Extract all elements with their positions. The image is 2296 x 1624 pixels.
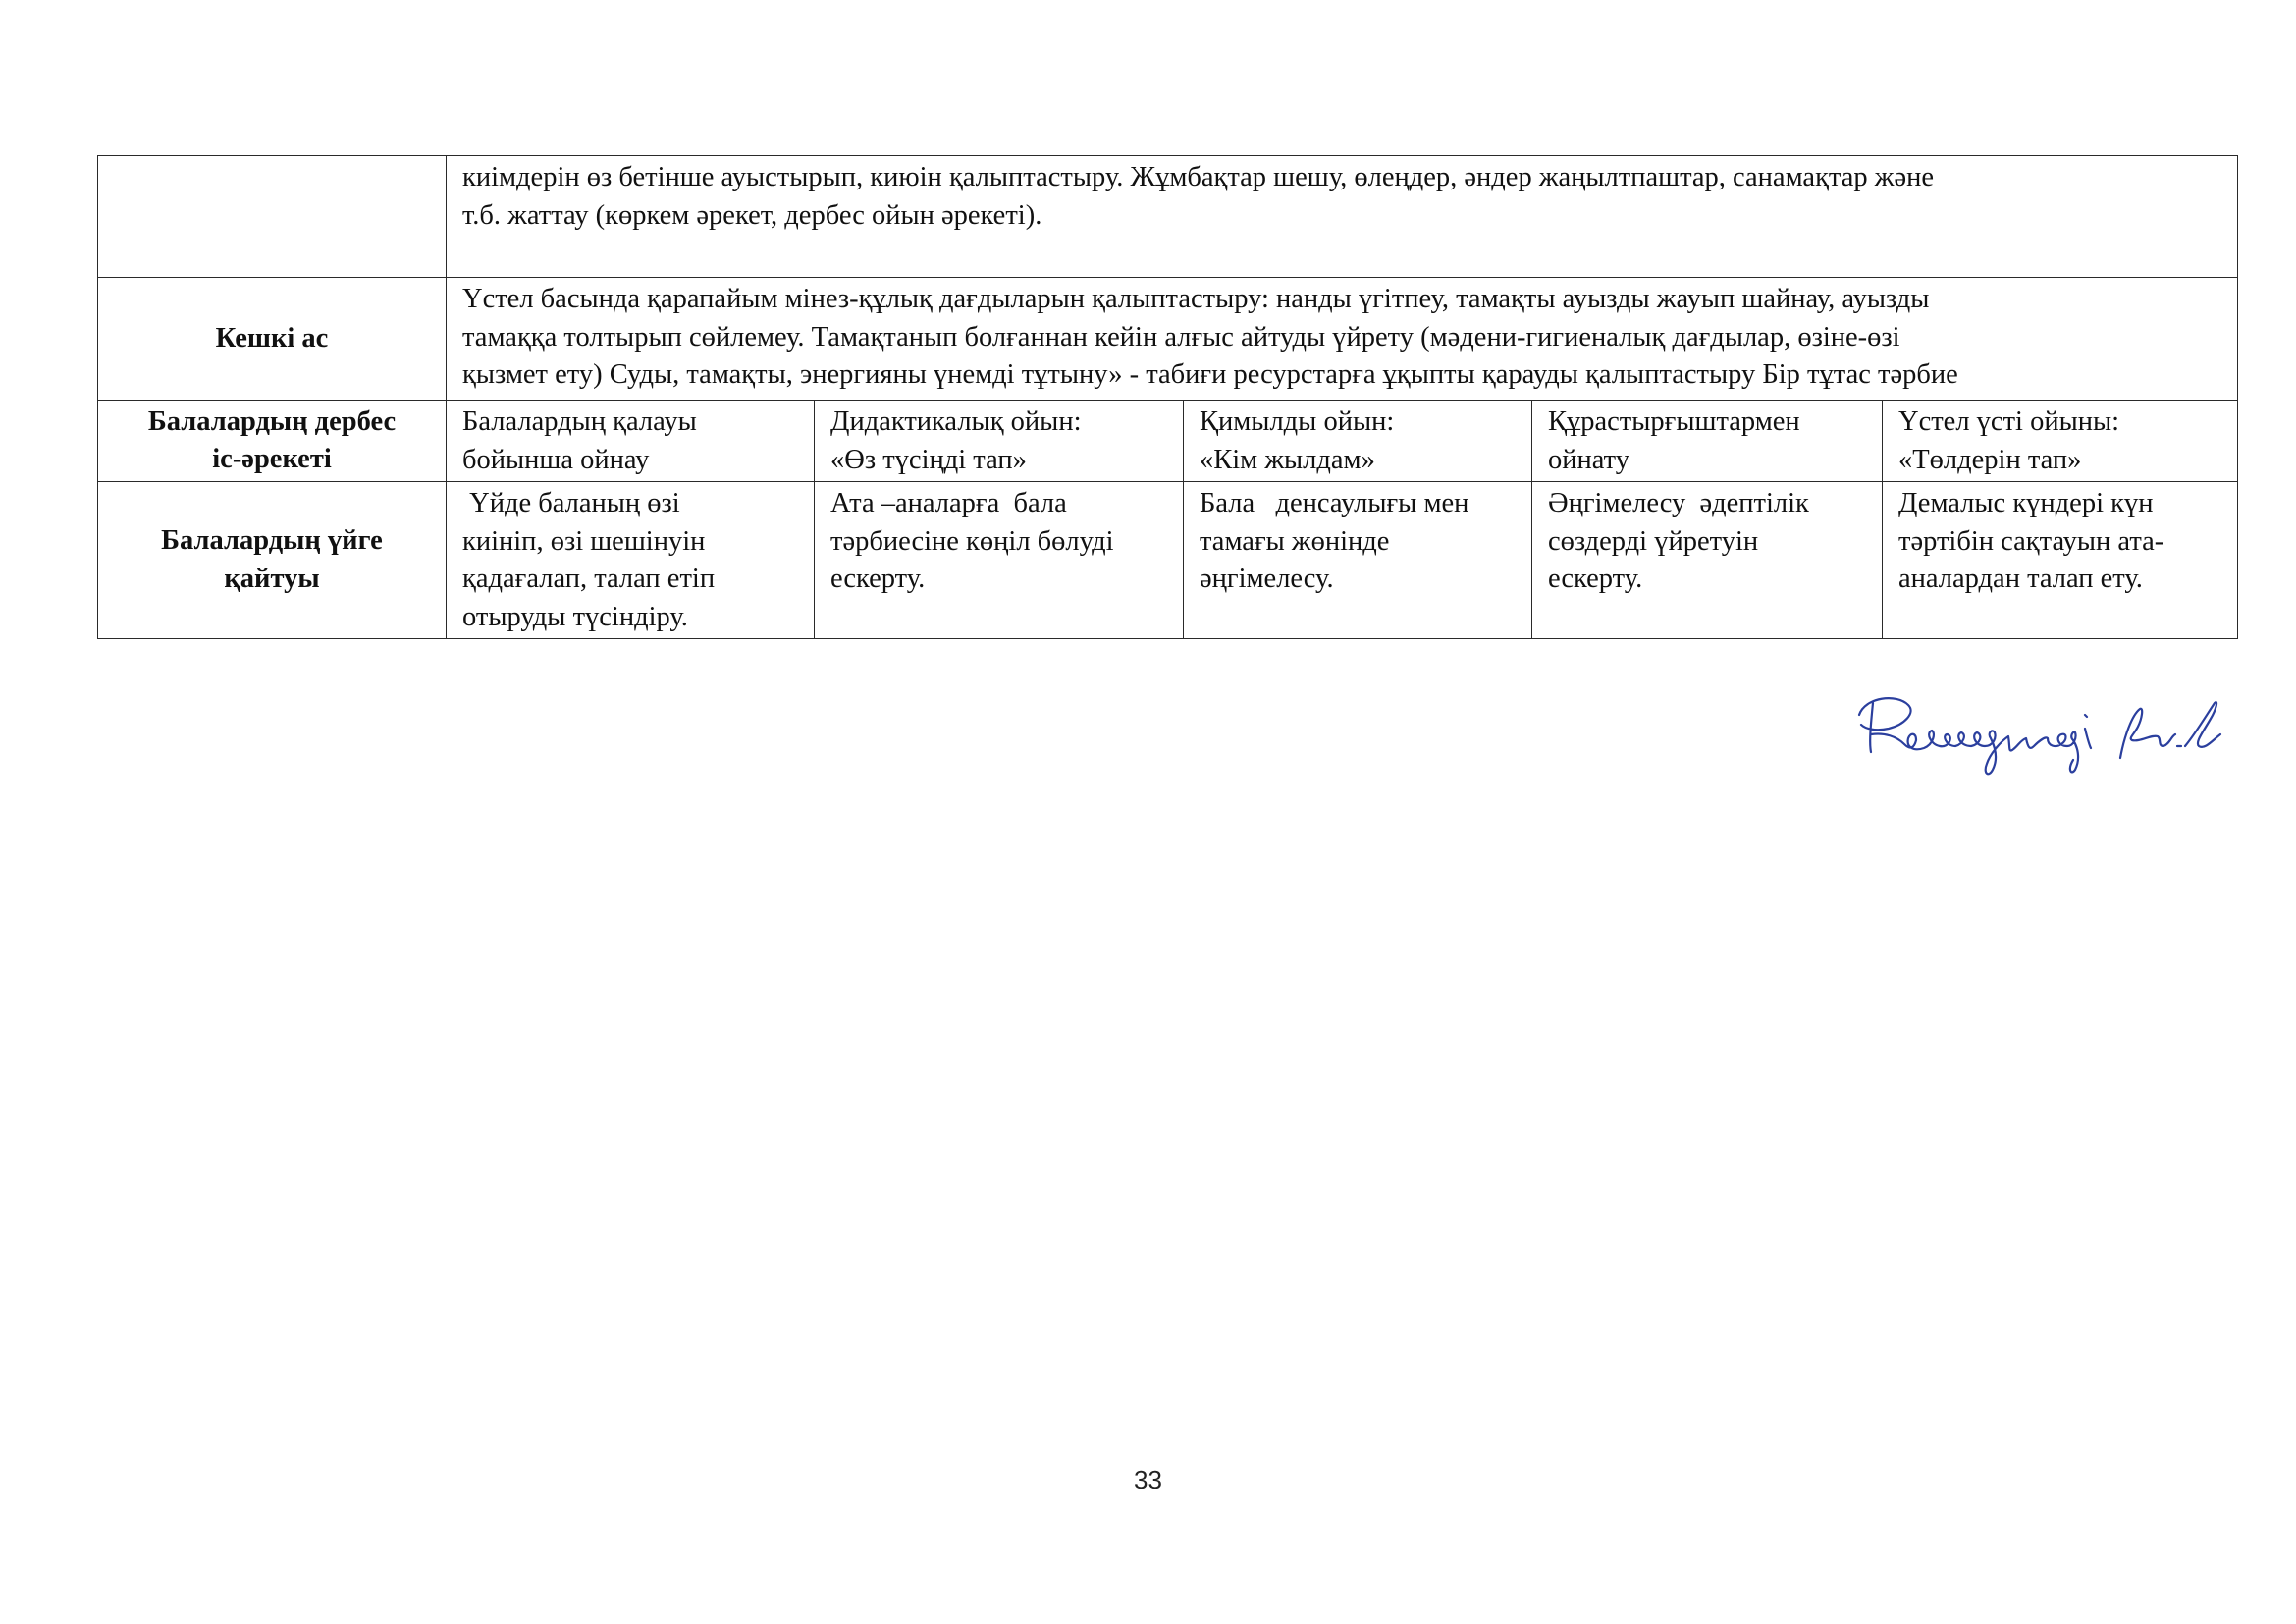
table-row-clothing	[98, 156, 2238, 278]
cell-polite-words-talk: Әңгімелесу әдептілік сөздерді үйретуін ескерту.	[1532, 482, 1883, 639]
cell-parents-reminder: Ата –аналарға бала тәрбиесіне көңіл бөлуді ескерту.	[815, 482, 1184, 639]
cell-didactic-game: Дидактикалық ойын: «Өз түсіңді тап»	[815, 401, 1184, 482]
cell-board-game: Үстел үсті ойыны: «Төлдерін тап»	[1883, 401, 2238, 482]
row-label-going-home: Балалардың үйге қайтуы	[98, 482, 447, 639]
row-label-independent-activity: Балалардың дербес іс-әрекеті	[98, 401, 447, 482]
text-line: тамаққа толтырып сөйлемеу. Тамақтанып болғаннан кейін алғыс айтуды үйрету (мәдени-гигиеналық дағдылар, өзіне-өзі	[462, 321, 1900, 352]
cell-movement-game: Қимылды ойын: «Кім жылдам»	[1184, 401, 1532, 482]
cell-health-talk: Бала денсаулығы мен тамағы жөнінде әңгімелесу.	[1184, 482, 1532, 639]
daily-plan-table	[97, 155, 2238, 639]
table-row-independent-activity	[98, 401, 2238, 482]
row-content-clothing	[447, 156, 2238, 278]
table-row-going-home	[98, 482, 2238, 639]
cell-weekend-routine: Демалыс күндері күн тәртібін сақтауын ата- аналардан талап ету.	[1883, 482, 2238, 639]
handwritten-signature	[1845, 676, 2238, 785]
cell-play-by-choice: Балалардың қалауы бойынша ойнау	[447, 401, 815, 482]
row-label-empty	[98, 156, 447, 278]
row-content-dinner	[447, 278, 2238, 401]
text-line: киімдерін өз бетінше ауыстырып, киюін қалыптастыру. Жұмбақтар шешу, өлеңдер, әндер жаңылтпаштар, санамақтар және	[462, 162, 1934, 192]
row-label-dinner: Кешкі ас	[98, 278, 447, 401]
text-line: қызмет ету) Суды, тамақты, энергияны үнемді тұтыну» - табиғи ресурстарға ұқыпты қарауды қалыптастыру Бір тұтас тәрбие	[462, 359, 1958, 390]
page-number: 33	[1134, 1465, 1162, 1494]
table-row-dinner	[98, 278, 2238, 401]
cell-constructor-play: Құрастырғыштармен ойнату	[1532, 401, 1883, 482]
text-line: т.б. жаттау (көркем әрекет, дербес ойын әрекеті).	[462, 199, 1042, 231]
cell-dressing-at-home: Үйде баланың өзі киініп, өзі шешінуін қадағалап, талап етіп отыруды түсіндіру.	[447, 482, 815, 639]
text-line: Үстел басында қарапайым мінез-құлық дағдыларын қалыптастыру: нанды үгітпеу, тамақты ауызды жауып шайнау, ауызды	[462, 284, 1930, 314]
